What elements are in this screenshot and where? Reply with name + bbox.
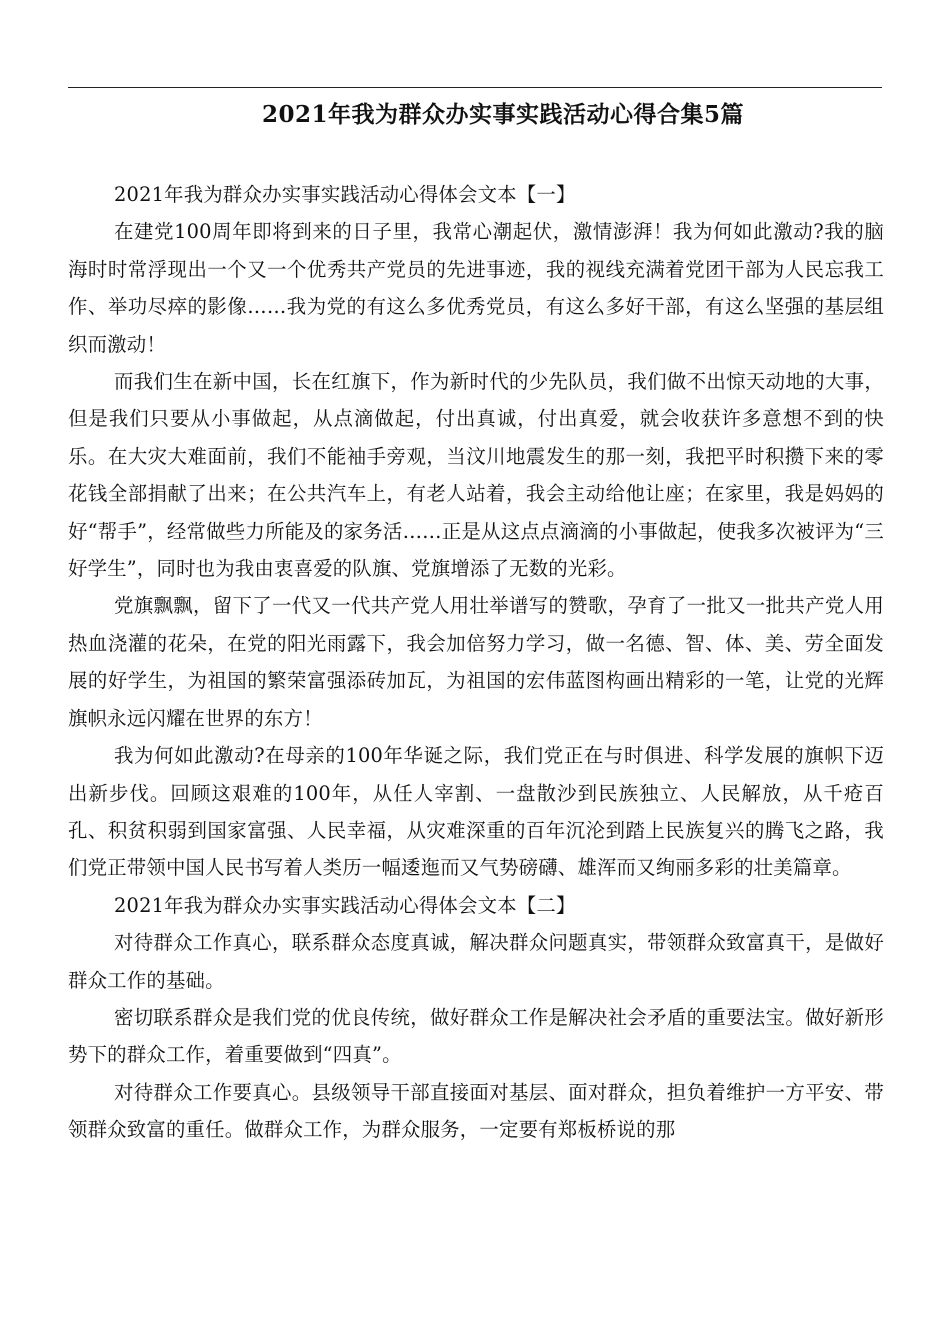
document-body: [68, 176, 884, 1149]
section-heading-2: 2021年我为群众办实事实践活动心得体会文本【二】: [114, 893, 576, 917]
paragraph: 而我们生在新中国，长在红旗下，作为新时代的少先队员，我们做不出惊天动地的大事，但是我们只要从小事做起，从点滴做起，付出真诚，付出真爱，就会收获许多意想不到的快乐。在大灾大难面前，我们不能袖手旁观，当汶川地震发生的那一刻，我把平时积攒下来的零花钱全部捐献了出来；在公共汽车上，有老人站着，我会主动给他让座；在家里，我是妈妈的好“帮手”，经常做些力所能及的家务活……正是从这点点滴滴的小事做起，使我多次被评为“三好学生”，同时也为我由衷喜爱的队旗、党旗增添了无数的光彩。: [68, 370, 884, 581]
paragraph: 在建党100周年即将到来的日子里，我常心潮起伏，激情澎湃！我为何如此激动?我的脑海时时常浮现出一个又一个优秀共产党员的先进事迹，我的视线充满着党团干部为人民忘我工作、举功尽瘁的影像……我为党的有这么多优秀党员，有这么多好干部，有这么坚强的基层组织而激动！: [68, 220, 884, 356]
document-title: 2021年我为群众办实事实践活动心得合集5篇: [261, 101, 745, 128]
paragraph: 我为何如此激动?在母亲的100年华诞之际，我们党正在与时俱进、科学发展的旗帜下迈出新步伐。回顾这艰难的100年，从任人宰割、一盘散沙到民族独立、人民解放，从千疮百孔、积贫积弱到国家富强、人民幸福，从灾难深重的百年沉沦到踏上民族复兴的腾飞之路，我们党正带领中国人民书写着人类历一幅逶迤而又气势磅礴、雄浑而又绚丽多彩的壮美篇章。: [68, 744, 884, 880]
paragraph: 党旗飘飘，留下了一代又一代共产党人用壮举谱写的赞歌，孕育了一批又一批共产党人用热血浇灌的花朵，在党的阳光雨露下，我会加倍努力学习，做一名德、智、体、美、劳全面发展的好学生，为祖国的繁荣富强添砖加瓦，为祖国的宏伟蓝图构画出精彩的一笔，让党的光辉旗帜永远闪耀在世界的东方！: [68, 594, 884, 730]
paragraph: 密切联系群众是我们党的优良传统，做好群众工作是解决社会矛盾的重要法宝。做好新形势下的群众工作，着重要做到“四真”。: [68, 1005, 884, 1067]
paragraph: 对待群众工作要真心。县级领导干部直接面对基层、面对群众，担负着维护一方平安、带领群众致富的重任。做群众工作，为群众服务，一定要有郑板桥说的那: [68, 1080, 884, 1142]
header-rule: [68, 87, 882, 88]
section-heading-1: 2021年我为群众办实事实践活动心得体会文本【一】: [114, 183, 576, 206]
paragraph: 对待群众工作真心，联系群众态度真诚，解决群众问题真实，带领群众致富真干，是做好群众工作的基础。: [68, 931, 884, 992]
